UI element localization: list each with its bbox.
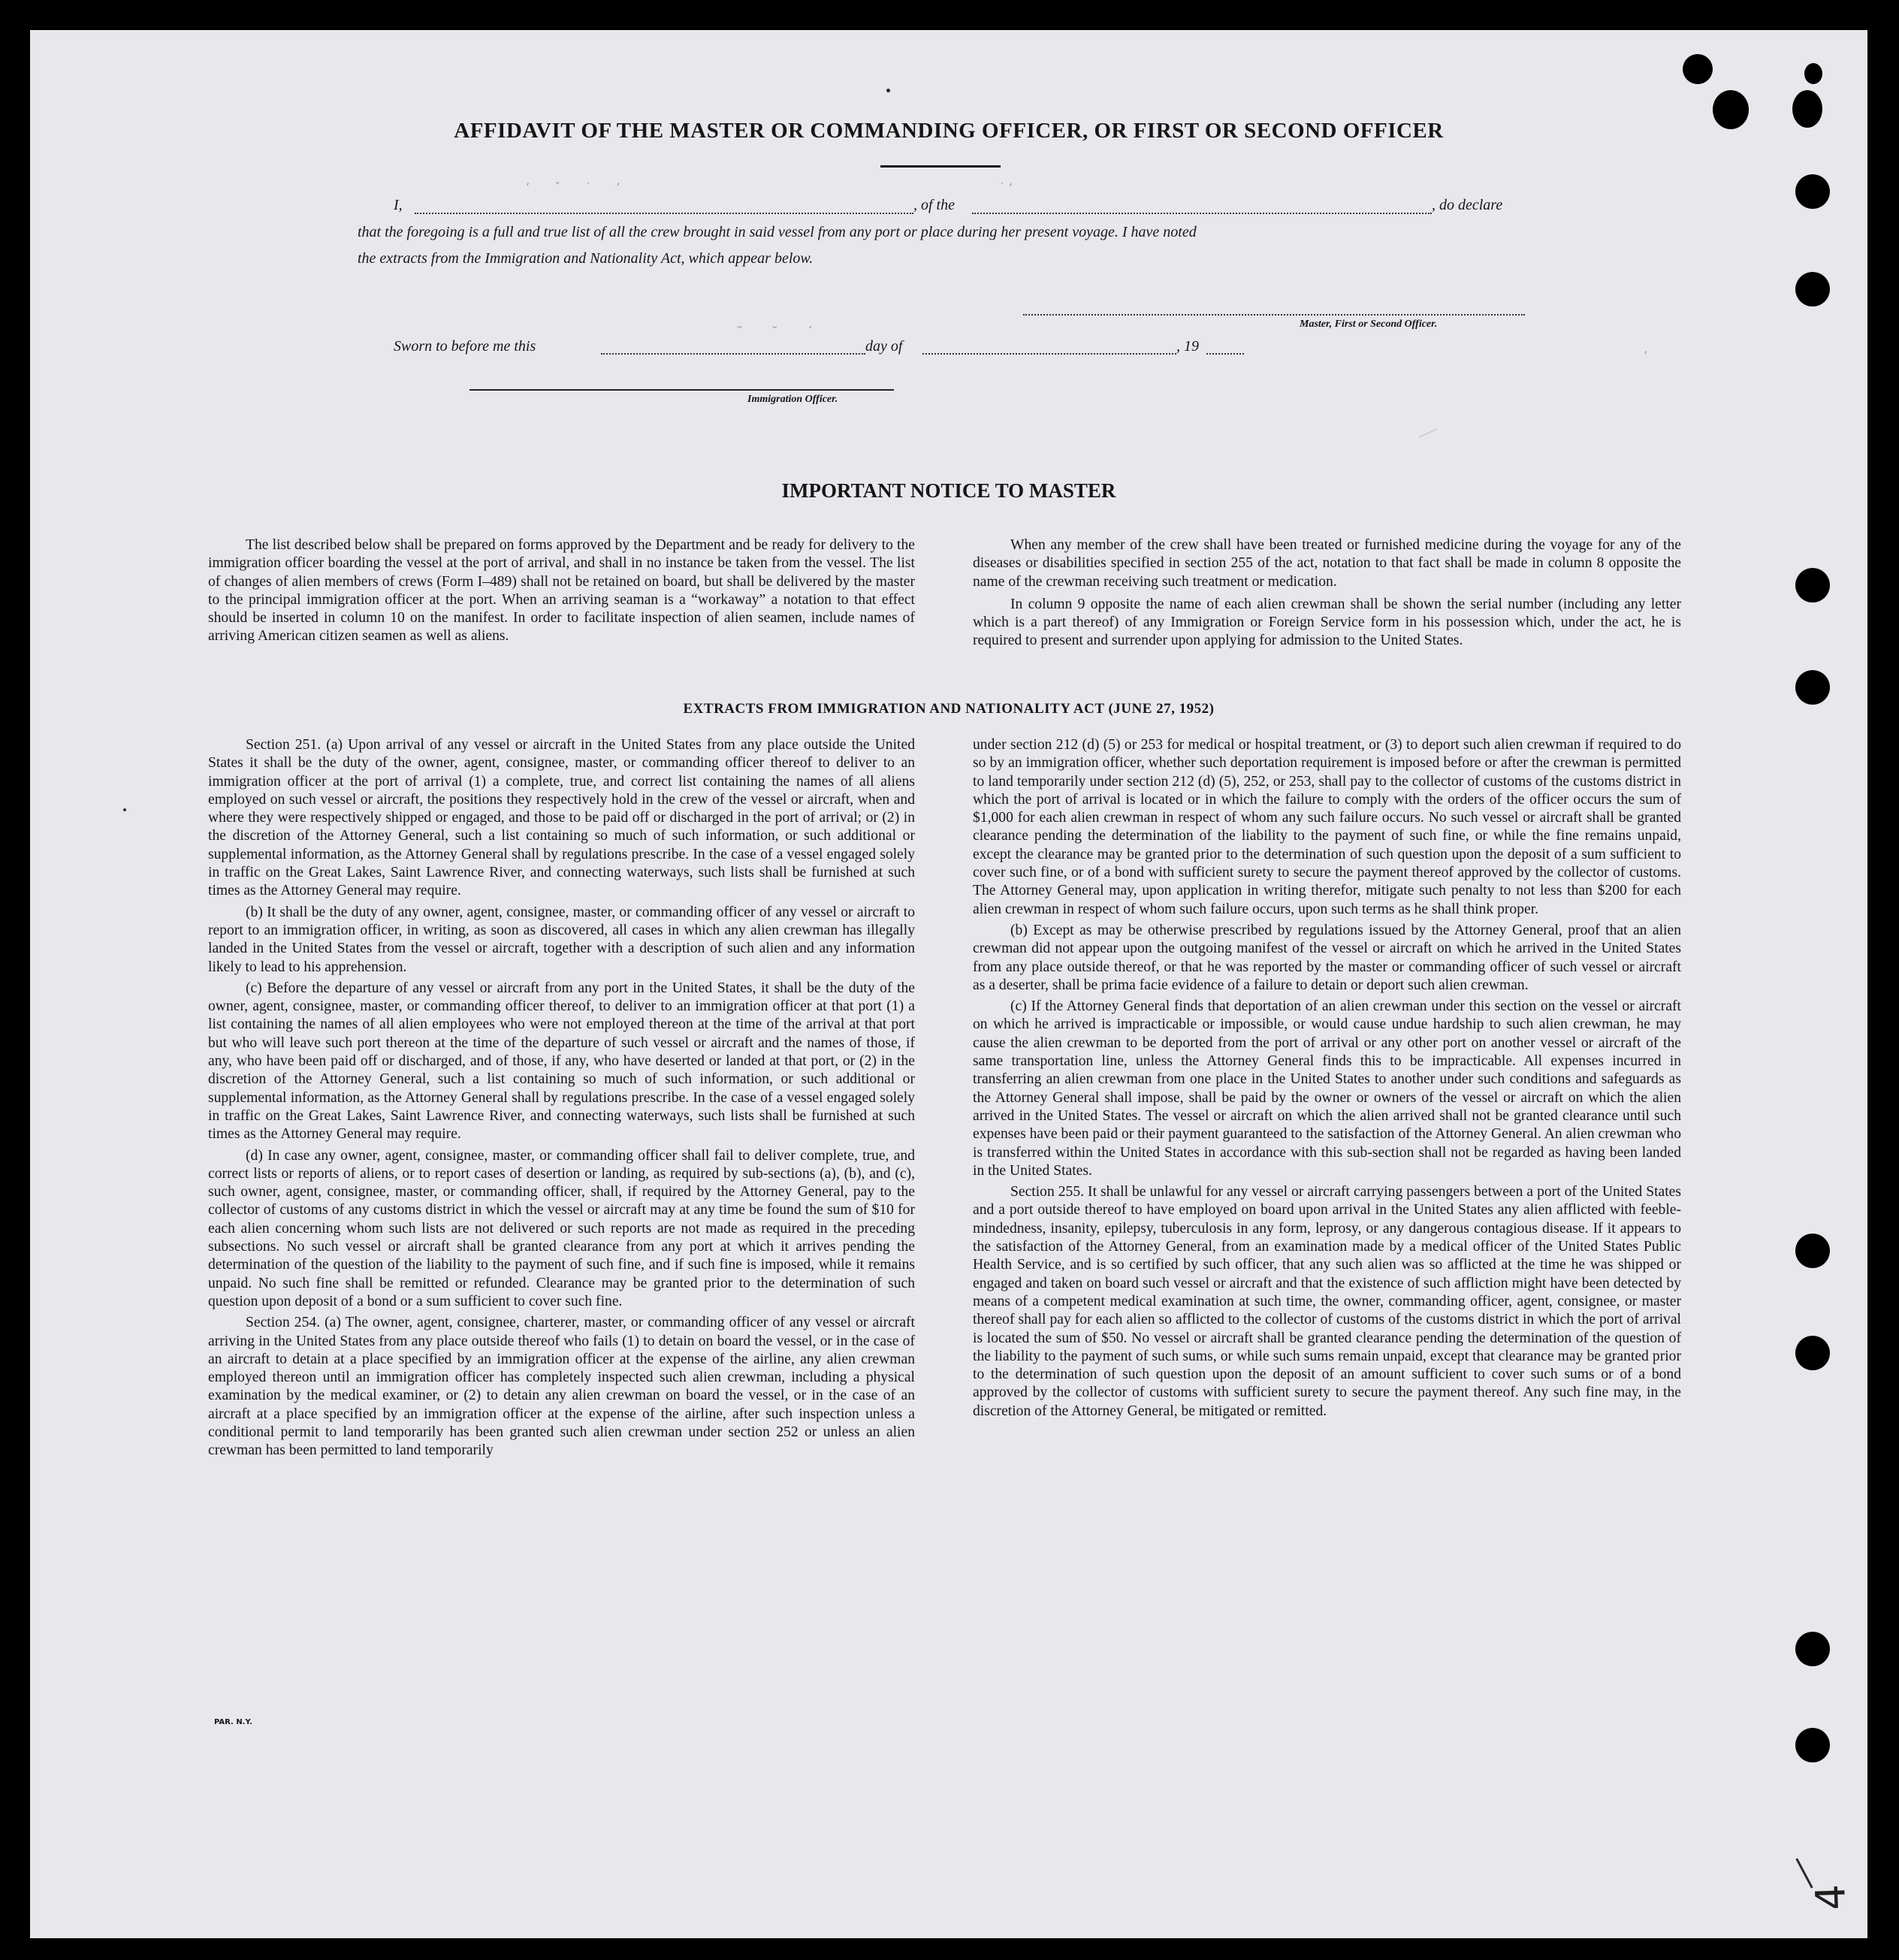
faint-pencil-mark: ’ ˇ ˙ ’ xyxy=(526,180,631,195)
faint-pencil-mark: ’ xyxy=(1644,349,1648,363)
section-251-d: (d) In case any owner, agent, consignee, master, or commanding officer shall fail to deliver complete, true, and correct lists or reports of aliens, or to report cases of desertion or landing, as required by sub-sections (a), (b), and (c), such owner, agent, consignee, master, or commanding officer, shall, if required by the Attorney General, pay to the collector of customs of any customs district in which the vessel or aircraft may at any time be found the sum of $10 for each alien concerning whom such lists are not delivered or such reports are not made as required in the preceding subsections. No such vessel or aircraft shall be granted clearance from any port at which it arrives pending the determination of the question of the liability to the payment of such fine, and if such fine is imposed, while it remains unpaid. No such fine shall be remitted or refunded. Clearance may be granted prior to the determination of such question upon deposit of a bond or a sum sufficient to cover such fine. xyxy=(208,1147,915,1309)
punched-hole xyxy=(1795,272,1830,307)
extracts-left-column xyxy=(208,736,915,1463)
punched-hole xyxy=(1795,670,1830,705)
faint-pencil-mark: ˙ ‘ xyxy=(999,180,1013,195)
punched-hole xyxy=(1795,174,1830,209)
notice-paragraph: When any member of the crew shall have been treated or furnished medicine during the voyage for any of the diseases or disabilities specified in section 255 of the act, notation to that fact shall be made in column 8 opposite the name of the crewman receiving such treatment or medication. xyxy=(973,537,1681,590)
handwritten-page-number: 4 xyxy=(1807,1883,1855,1911)
section-251-b: (b) It shall be the duty of any owner, agent, consignee, master, or commanding officer of any vessel or aircraft to report to an immigration officer, in writing, as soon as discovered, all cases in which any alien crewman has illegally landed in the United States from the vessel or aircraft, together with a description of such alien and any information likely to lead to his apprehension. xyxy=(208,904,915,975)
section-251-a: Section 251. (a) Upon arrival of any vessel or aircraft in the United States from any place outside the United States it shall be the duty of the owner, agent, consignee, master, or commanding officer thereof to deliver to an immigration officer at the port of arrival (1) a complete, true, and correct list containing the names of all aliens employed on such vessel or aircraft, the positions they respectively hold in the crew of the vessel or aircraft, when and where they were respectively shipped or engaged, and those to be paid off or discharged in the port of arrival; or (2) in the discretion of the Attorney General, such a list containing so much of such information, or such additional or supplemental information, as the Attorney General shall by regulations prescribe. In the case of a vessel engaged solely in traffic on the Great Lakes, Saint Lawrence River, and connecting waterways, such lists shall be furnished at such times as the Attorney General may require. xyxy=(208,737,915,899)
declarant-prefix: I, xyxy=(394,197,403,213)
immigration-officer-caption: Immigration Officer. xyxy=(747,394,838,405)
do-declare-label: , do declare xyxy=(1432,197,1503,213)
sworn-prefix: Sworn to before me this xyxy=(394,338,536,355)
section-251-c: (c) Before the departure of any vessel or aircraft from any port in the United States, it shall be the duty of the owner, agent, consignee, master, or commanding officer thereof, to deliver to an immigration officer at that port (1) a list containing the names of all alien employees who were not employed thereon at the time of the arrival at that port but who will leave such port thereon at the time of the departure of such vessel or aircraft and the names of those, if any, who have been paid off or discharged, and of those, if any, who have deserted or landed at that port, or (2) in the discretion of the Attorney General, such a list containing so much of such information, or such additional or supplemental information, as the Attorney General shall by regulations prescribe. In the case of a vessel engaged solely in traffic on the Great Lakes, Saint Lawrence River, and connecting waterways, such lists shall be furnished at such times as the Attorney General may require. xyxy=(208,980,915,1143)
section-255: Section 255. It shall be unlawful for any vessel or aircraft carrying passengers between a port of the United States and a port outside thereof to have employed on board upon arrival in the United States any alien afflicted with feeble-mindedness, insanity, epilepsy, tuberculosis in any form, leprosy, or any dangerous contagious disease. If it appears to the satisfaction of the Attorney General, from an examination made by a medical officer of the United States Public Health Service, and is so certified by such officer, that any such alien was so afflicted at the time he was shipped or engaged and taken on board such vessel or aircraft and that the existence of such affliction might have been detected by means of a competent medical examination at such time, the owner, commanding officer, agent, consignee, or master thereof shall pay for each alien so afflicted to the collector of customs of the customs district in which the port of arrival is located the sum of $50. No vessel or aircraft shall be granted clearance pending the determination of the question of the liability to the payment of such sums, or while such sums remain unpaid, except that clearance may be granted prior to the determination of such question upon the deposit of an amount sufficient to cover such sums or of a bond approved by the collector of customs with sufficient surety to secure the payment thereof. Any such fine may, in the discretion of the Attorney General, be mitigated or remitted. xyxy=(973,1184,1681,1419)
notice-paragraph: The list described below shall be prepared on forms approved by the Department and be ready for delivery to the immigration officer boarding the vessel at the port of arrival, and shall in no instance be taken from the vessel. The list of changes of alien members of crews (Form I–489) shall not be retained on board, but shall be delivered by the master to the principal immigration officer at the port. When an arriving seaman is a “workaway” a notation to that effect should be inserted in column 10 on the manifest. In order to facilitate inspection of alien seamen, include names of arriving American citizen seamen as well as aliens. xyxy=(208,537,915,645)
notice-paragraph: In column 9 opposite the name of each alien crewman shall be shown the serial number (including any letter which is a part thereof) of any Immigration or Foreign Service form in his possession which, under the act, he is required to present and surrender upon applying for admission to the United States. xyxy=(973,596,1681,649)
affidavit-line-3: the extracts from the Immigration and Nationality Act, which appear below. xyxy=(358,250,814,267)
punched-hole xyxy=(1795,1728,1830,1762)
stray-mark xyxy=(886,89,890,92)
punched-hole xyxy=(1795,568,1830,602)
affidavit-title: AFFIDAVIT OF THE MASTER OR COMMANDING OFFICER, OR FIRST OR SECOND OFFICER xyxy=(454,119,1444,143)
section-254-a: Section 254. (a) The owner, agent, consignee, charterer, master, or commanding officer of any vessel or aircraft arriving in the United States from any place outside thereof who fails (1) to detain on board the vessel, or in the case of an aircraft to detain at a place specified by an immigration officer at the expense of the airline, any alien crewman employed thereon until an immigration officer has completely inspected such alien crewman, including a physical examination by the medical examiner, or (2) to detain any alien crewman on board the vessel, or in the case of an aircraft at a place specified by an immigration officer at the expense of the airline, after such inspection unless a conditional permit to land temporarily has been granted such alien crewman under section 252 or unless an alien crewman has been permitted to land temporarily xyxy=(208,1315,915,1459)
punched-hole xyxy=(1795,1234,1830,1268)
notice-title: IMPORTANT NOTICE TO MASTER xyxy=(781,479,1116,502)
master-signature-caption: Master, First or Second Officer. xyxy=(1300,319,1438,330)
page-number-stroke xyxy=(1795,1858,1813,1888)
vessel-name-field[interactable] xyxy=(972,213,1432,214)
faint-pencil-mark: ˜ ˘ ˊ xyxy=(736,325,826,340)
affidavit-line-2: that the foregoing is a full and true list of all the crew brought in said vessel from any port or place during her present voyage. I have noted xyxy=(358,224,1197,240)
document-page xyxy=(30,30,1867,1938)
printer-mark: PAR. N.Y. xyxy=(214,1718,252,1726)
of-the-label: , of the xyxy=(913,197,955,213)
sworn-day-field[interactable] xyxy=(601,353,865,355)
section-254-a-continued: under section 212 (d) (5) or 253 for medical or hospital treatment, or (3) to deport such alien crewman if required to do so by an immigration officer, whether such deportation requirement is imposed before or after the crewman is permitted to land temporarily under section 212 (d) (5), 252, or 253, shall pay to the collector of customs of the customs district in which the port of arrival is located or in which the failure to comply with the orders of the officer occurs the sum of $1,000 for each alien crewman in respect of whom any such failure occurs. No such vessel or aircraft shall be granted clearance pending the determination of the liability to the payment of such fine, or while the fine remains unpaid, except the clearance may be granted prior to the determination of such question upon the deposit of a sum sufficient to cover such fine, or of a bond with sufficient surety to secure the payment thereof approved by the collector of customs. The Attorney General may, upon application in writing therefor, mitigate such penalty to not less than $200 for each alien crewman in respect of whom such failure occurs, upon such terms as he shall think proper. xyxy=(973,737,1681,917)
notice-left-column xyxy=(208,536,915,649)
torn-edge-hole xyxy=(1713,90,1749,129)
sworn-year-field[interactable] xyxy=(1206,353,1244,355)
punched-hole xyxy=(1795,1336,1830,1370)
faint-pencil-mark xyxy=(1419,429,1437,437)
sworn-month-field[interactable] xyxy=(922,353,1176,355)
torn-edge-hole xyxy=(1792,90,1822,128)
immigration-officer-signature-field[interactable] xyxy=(469,389,894,391)
title-rule xyxy=(880,165,1001,168)
section-254-c: (c) If the Attorney General finds that deportation of an alien crewman under this section on the vessel or aircraft on which he arrived is impracticable or impossible, or would cause undue hardship to such alien crewman, he may cause the alien crewman to be deported from the port of arrival or any other port on another vessel or aircraft of the same transportation line, unless the Attorney General finds this to be impracticable. All expenses incurred in transferring an alien crewman from one place in the United States to another under such conditions and safeguards as the Attorney General shall impose, shall be paid by the owner or owners of the vessel or aircraft on which the alien arrived in the United States. The vessel or aircraft on which the alien arrived shall not be granted clearance until such expenses have been paid or their payment guaranteed to the satisfaction of the Attorney General. An alien crewman who is transferred within the United States in accordance with this sub-section shall not be regarded as having been landed in the United States. xyxy=(973,998,1681,1179)
section-254-b: (b) Except as may be otherwise prescribed by regulations issued by the Attorney General, proof that an alien crewman did not appear upon the outgoing manifest of the vessel or aircraft on which he arrived in the United States from any place outside thereof, or that he was reported by the master or commanding officer of such vessel or aircraft as a deserter, shall be prima facie evidence of a failure to detain or deport such alien crewman. xyxy=(973,922,1681,993)
stray-mark xyxy=(123,808,126,811)
extracts-right-column xyxy=(973,736,1681,1424)
punched-hole xyxy=(1795,1632,1830,1666)
declarant-name-field[interactable] xyxy=(415,213,913,214)
master-signature-field[interactable] xyxy=(1023,314,1525,316)
torn-edge-hole xyxy=(1683,54,1713,84)
notice-right-column xyxy=(973,536,1681,654)
day-of-label: day of xyxy=(865,338,903,355)
torn-edge-hole xyxy=(1804,63,1822,84)
year-prefix-label: , 19 xyxy=(1176,338,1199,355)
extracts-title: EXTRACTS FROM IMMIGRATION AND NATIONALITY ACT (JUNE 27, 1952) xyxy=(683,701,1215,717)
